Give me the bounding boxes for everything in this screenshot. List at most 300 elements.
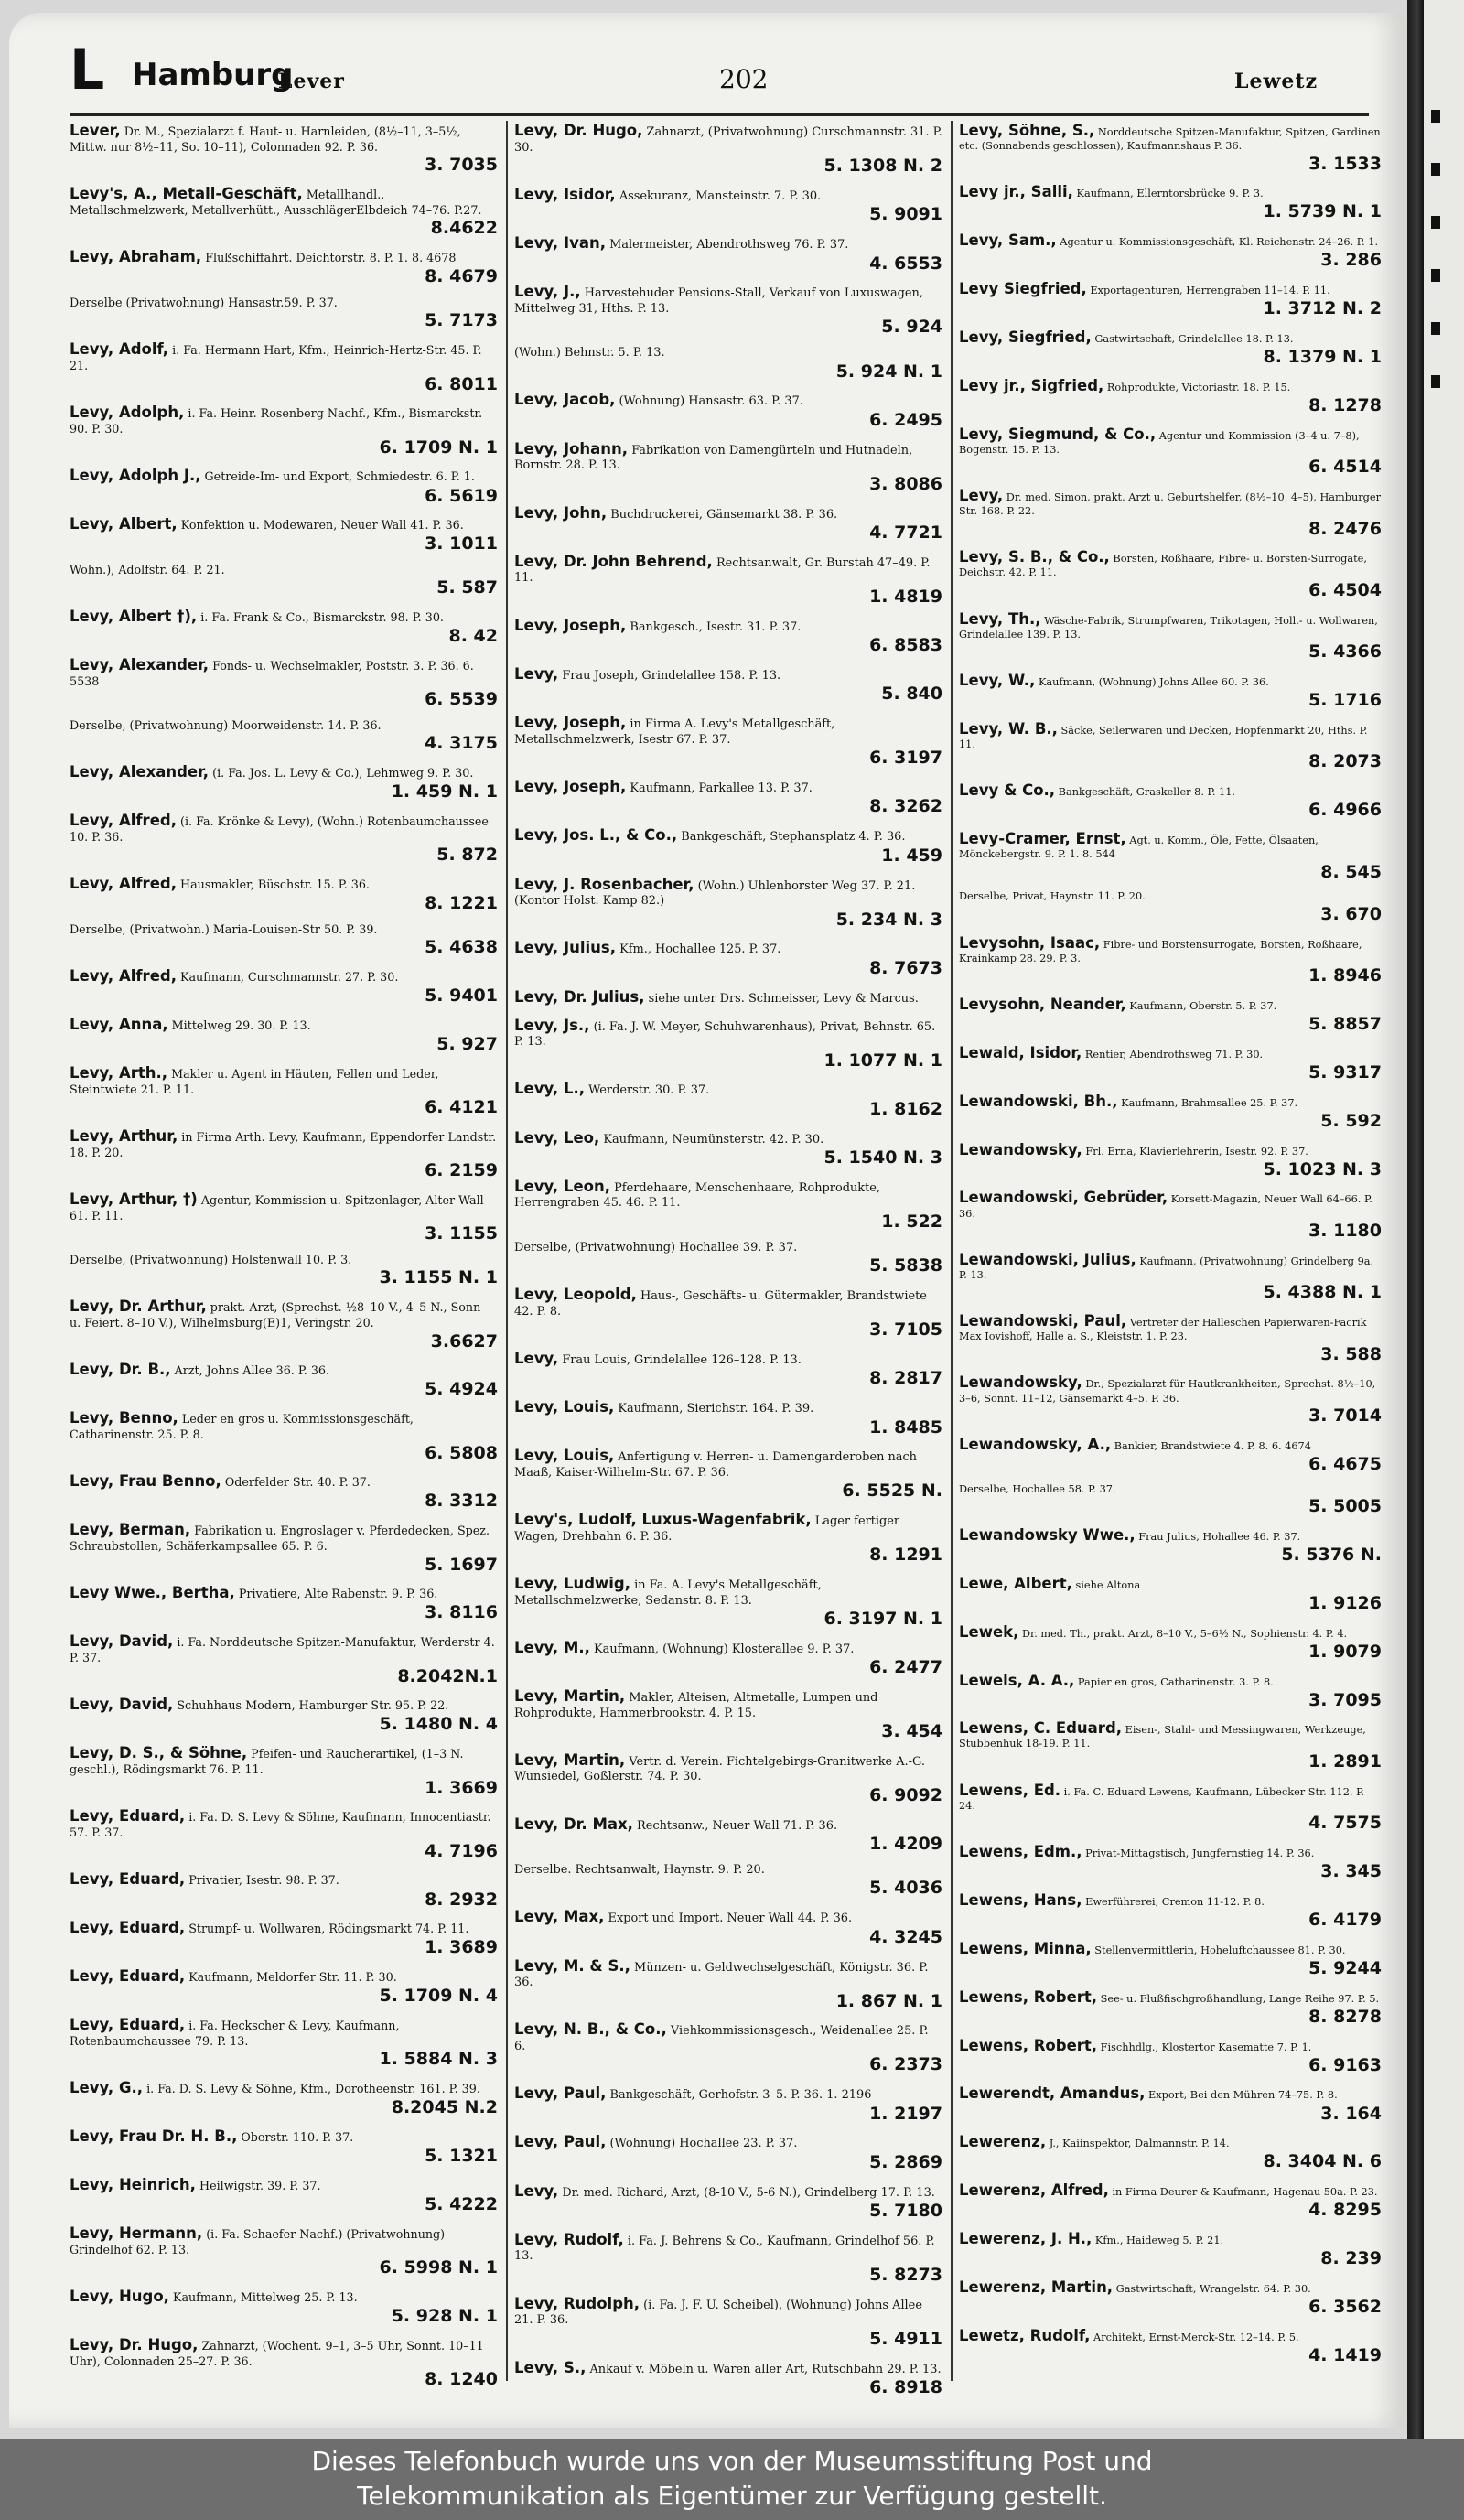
listing-entry [514, 1907, 942, 1947]
listing-entry [514, 1574, 942, 1629]
entry-name: Levy, Frau Dr. H. B., [70, 2127, 238, 2146]
entry-details: Rechtsanw., Neuer Wall 71. P. 36. [637, 1818, 838, 1833]
entry-name: Levy, M. & S., [514, 1956, 630, 1975]
entry-details: (Wohnung) Hansastr. 63. P. 37. [619, 394, 803, 409]
listing-entry [70, 1360, 498, 1399]
entry-details: Ewerführerei, Cremon 11-12. P. 8. [1085, 1895, 1265, 1908]
phone-number: 1. 5739 N. 1 [1263, 201, 1382, 222]
listing-entry [514, 825, 942, 866]
entry-name: Levy & Co., [959, 781, 1056, 800]
listing-entry [959, 829, 1382, 882]
listing-entry [70, 1015, 498, 1054]
listing-entry [514, 1079, 942, 1119]
entry-details: (i. Fa. Krönke & Levy), (Wohn.) Rotenbaumchaussee 10. P. 36. [70, 814, 489, 845]
entry-details: in Firma A. Levy's Metallgeschäft, Metallschmelzwerk, Isestr 67. P. 37. [514, 717, 835, 747]
entry-details: Bankgeschäft, Gerhofstr. 3–5. P. 36. 1. 2196 [609, 2088, 872, 2103]
entry-details: Privat-Mittagstisch, Jungfernstieg 14. P. 36. [1085, 1847, 1315, 1860]
entry-name: Levy's, A., Metall-Geschäft, [70, 185, 303, 203]
entry-name: Lewerenz, Alfred, [959, 2181, 1109, 2200]
phone-number: 6. 1709 N. 1 [379, 436, 498, 458]
listing-entry [959, 279, 1382, 318]
entry-details: Exportagenturen, Herrengraben 11–14. P. 11. [1090, 285, 1330, 297]
phone-number: 8. 2476 [1308, 518, 1382, 539]
entry-details: Agt. u. Komm., Öle, Fette, Ölsaaten, Mönckebergstr. 9. P. 1. 8. 544 [959, 835, 1319, 861]
entry-details: Vertr. d. Verein. Fichtelgebirgs-Granitwerke A.-G. Wunsiedel, Goßlerstr. 74. P. 30. [514, 1754, 925, 1784]
entry-name: Levy, Albert †), [70, 608, 198, 626]
phone-number: 5. 4222 [425, 2194, 498, 2215]
phone-number: 3. 7035 [425, 155, 498, 176]
listing-entry [70, 466, 498, 505]
entry-details: Derselbe, Hochallee 58. P. 37. [959, 1482, 1116, 1495]
entry-details: Kaufmann, Curschmannstr. 27. P. 30. [180, 970, 399, 985]
phone-number: 5. 5838 [869, 1255, 942, 1276]
entry-details: Kaufmann, (Privatwohnung) Grindelberg 9a. P. 13. [959, 1255, 1374, 1281]
entry-details: Fonds- u. Wechselmakler, Poststr. 3. P. 36. 6. 5538 [70, 659, 474, 689]
entry-name: Lewandowsky, A., [959, 1435, 1112, 1453]
entry-name: Levy, Martin, [514, 1750, 626, 1769]
entry-details: Kaufmann, Parkallee 13. P. 37. [630, 781, 813, 795]
listing-entry [959, 1250, 1382, 1303]
entry-details: Buchdruckerei, Gänsemarkt 38. P. 36. [610, 507, 838, 522]
entry-details: Derselbe. Rechtsanwalt, Haynstr. 9. P. 20. [514, 1862, 765, 1877]
entry-details: Frau Joseph, Grindelallee 158. P. 13. [562, 668, 781, 683]
phone-number: 1. 3669 [425, 1777, 498, 1798]
entry-details: Papier en gros, Catharinenstr. 3. P. 8. [1077, 1675, 1274, 1688]
entry-details: Harvestehuder Pensions-Stall, Verkauf von Luxuswagen, Mittelweg 31, Hths. P. 13. [514, 286, 923, 316]
listing-entry [70, 922, 498, 958]
listing-entry [514, 185, 942, 225]
phone-number: 8. 1240 [425, 2369, 498, 2390]
entry-details: Oderfelder Str. 40. P. 37. [224, 1475, 371, 1490]
entry-name: Levy, Abraham, [70, 248, 202, 266]
entry-details: Rohprodukte, Victoriastr. 18. P. 15. [1106, 381, 1291, 393]
entry-name: Lewerenz, J. H., [959, 2230, 1093, 2248]
listing-entry [70, 2127, 498, 2166]
phone-number: 5. 234 N. 3 [835, 909, 942, 930]
entry-name: Lewens, Robert, [959, 2036, 1098, 2054]
entry-details: Kaufmann, Ellerntorsbrücke 9. P. 3. [1076, 188, 1264, 200]
phone-number: 5. 9317 [1308, 1061, 1382, 1082]
listing-entry [70, 762, 498, 802]
phone-number: 5. 5005 [1308, 1496, 1382, 1517]
phone-number: 8. 2073 [1308, 751, 1382, 772]
listing-entry [70, 1806, 498, 1861]
phone-number: 3. 670 [1320, 903, 1382, 924]
phone-number: 5. 4366 [1308, 641, 1382, 662]
entry-name: Levy, Paul, [514, 2133, 607, 2151]
entry-name: Levy, Hermann, [70, 2224, 203, 2242]
entry-details: Bankier, Brandstwiete 4. P. 8. 6. 4674 [1114, 1439, 1311, 1452]
entry-name: Lewerenz, [959, 2133, 1047, 2151]
listing-column-2 [514, 121, 942, 2407]
entry-name: Levy, W., [959, 672, 1036, 690]
listing-entry [514, 616, 942, 656]
entry-name: Levy, [959, 487, 1004, 505]
phone-number: 5. 9401 [425, 985, 498, 1007]
entry-name: Levy, Frau Benno, [70, 1472, 221, 1491]
listing-entry [70, 403, 498, 458]
phone-number: 8.4622 [430, 218, 498, 239]
listing-entry [70, 1520, 498, 1575]
entry-name: Levy, Leopold, [514, 1286, 637, 1304]
phone-number: 5. 587 [436, 577, 498, 598]
listing-entry [70, 1126, 498, 1181]
entry-details: Bankgeschäft, Graskeller 8. P. 11. [1058, 786, 1236, 799]
phone-number: 6. 4514 [1308, 457, 1382, 478]
entry-name: Levy, David, [70, 1696, 174, 1714]
phone-number: 1. 5884 N. 3 [379, 2049, 498, 2070]
listing-entry [514, 2358, 942, 2398]
entry-details: siehe Altona [1075, 1578, 1141, 1591]
phone-number: 6. 8918 [869, 2377, 942, 2398]
entry-name: Levy, Paul, [514, 2084, 607, 2103]
phone-number: 4. 7721 [869, 522, 942, 544]
phone-number: 6. 4179 [1308, 1910, 1382, 1931]
entry-name: Lewens, C. Eduard, [959, 1719, 1123, 1738]
entry-details: Bankgeschäft, Stephansplatz 4. P. 36. [681, 830, 906, 845]
entry-name: Levy, Arthur, [70, 1126, 178, 1145]
phone-number: 3.6627 [430, 1330, 498, 1352]
listing-entry [514, 1397, 942, 1438]
entry-details: (Wohn.) Uhlenhorster Weg 37. P. 21. (Kontor Holst. Kamp 82.) [514, 878, 916, 909]
page-header [70, 37, 1332, 110]
listing-entry [959, 547, 1382, 600]
phone-number: 1. 2891 [1308, 1750, 1382, 1772]
entry-name: Levy, Jacob, [514, 391, 616, 409]
entry-details: Lager fertiger Wagen, Drehbahn 6. P. 36. [514, 1514, 900, 1544]
listing-entry [959, 1140, 1382, 1179]
listing-entry [70, 2175, 498, 2214]
entry-name: Lewe, Albert, [959, 1574, 1072, 1592]
listing-entry [70, 2224, 498, 2278]
listing-entry [514, 2230, 942, 2285]
listing-entry [514, 390, 942, 430]
listing-entry [514, 1750, 942, 1805]
phone-number: 1. 1077 N. 1 [824, 1050, 942, 1071]
listing-entry [959, 1890, 1382, 1930]
entry-name: Levy, Alexander, [70, 763, 210, 781]
phone-number: 6. 3562 [1308, 2297, 1382, 2318]
phone-number: 3. 8116 [425, 1602, 498, 1623]
notice-line-2: Telekommunikation als Eigentümer zur Verfügung gestellt. [357, 2480, 1107, 2511]
entry-name: Levy, Adolf, [70, 340, 169, 359]
entry-name: Levy, Dr. Arthur, [70, 1298, 207, 1316]
phone-number: 1. 3689 [425, 1937, 498, 1958]
entry-details: Korsett-Magazin, Neuer Wall 64–66. P. 36. [959, 1193, 1372, 1220]
listing-column-3 [959, 121, 1382, 2375]
listing-entry [959, 1622, 1382, 1662]
listing-entry [514, 233, 942, 274]
phone-number: 6. 2373 [869, 2054, 942, 2075]
entry-name: Levy, Heinrich, [70, 2175, 196, 2193]
entry-details: (Wohnung) Hochallee 23. P. 37. [609, 2137, 798, 2151]
entry-details: Derselbe, (Privatwohnung) Holstenwall 10. P. 3. [70, 1253, 352, 1267]
phone-number: 8. 2817 [869, 1368, 942, 1389]
entry-name: Lewens, Hans, [959, 1890, 1082, 1909]
entry-details: Architekt, Ernst-Merck-Str. 12–14. P. 5. [1093, 2331, 1299, 2343]
phone-number: 5. 1716 [1308, 690, 1382, 711]
phone-number: 5. 1321 [425, 2146, 498, 2167]
entry-name: Levy, Joseph, [514, 714, 627, 732]
phone-number: 3. 454 [881, 1721, 942, 1742]
phone-number: 6. 5619 [425, 485, 498, 506]
listing-entry [959, 1987, 1382, 2027]
entry-details: Agentur, Kommission u. Spitzenlager, Alter Wall 61. P. 11. [70, 1193, 484, 1223]
entry-details: Vertreter der Halleschen Papierwaren-Facrik Max Iovishoff, Halle a. S., Kleiststr. 1. P. 23. [959, 1317, 1367, 1343]
phone-number: 6. 3197 N. 1 [824, 1609, 942, 1630]
listing-entry [959, 719, 1382, 772]
entry-name: Levy, Joseph, [514, 777, 627, 795]
phone-number: 5. 872 [436, 845, 498, 866]
phone-number: 5. 840 [881, 684, 942, 705]
listing-entry [514, 1285, 942, 1340]
entry-details: Werderstr. 30. P. 37. [588, 1083, 710, 1098]
entry-name: Lewandowsky, [959, 1140, 1082, 1158]
listing-entry [70, 1743, 498, 1798]
entry-details: Fibre- und Borstensurrogate, Borsten, Roßhaare, Krainkamp 28. 29. P. 3. [959, 938, 1362, 964]
entry-name: Lewald, Isidor, [959, 1043, 1082, 1061]
entry-details: Haus-, Geschäfts- u. Gütermakler, Brandstwiete 42. P. 8. [514, 1289, 927, 1319]
phone-number: 6. 8011 [425, 373, 498, 394]
phone-number: 6. 2159 [425, 1160, 498, 1181]
entry-name: Lewandowski, Julius, [959, 1250, 1136, 1268]
phone-number: 1. 8485 [869, 1416, 942, 1438]
entry-name: Levy, Arth., [70, 1063, 168, 1082]
entry-details: i. Fa. Frank & Co., Bismarckstr. 98. P. 30. [200, 610, 444, 625]
entry-name: Levy, Albert, [70, 515, 178, 533]
entry-details: Schuhhaus Modern, Hamburger Str. 95. P. 22. [177, 1698, 449, 1713]
entry-details: Dr. med. Th., prakt. Arzt, 8–10 V., 5–6½ N., Sophienstr. 4. P. 4. [1021, 1627, 1348, 1640]
entry-name: Levy, Dr. Julius, [514, 987, 645, 1006]
entry-name: Levy, Jos. L., & Co., [514, 826, 678, 845]
listing-entry [70, 1297, 498, 1352]
entry-name: Levy, [514, 1349, 559, 1367]
entry-name: Lewandowsky Wwe., [959, 1525, 1136, 1544]
listing-entry [959, 1373, 1382, 1426]
entry-name: Levy, Dr. Hugo, [514, 122, 643, 139]
phone-number: 8. 1278 [1308, 394, 1382, 415]
listing-entry [70, 718, 498, 754]
phone-number: 3. 164 [1320, 2103, 1382, 2124]
listing-column-1 [70, 121, 498, 2398]
entry-name: Levy, Dr. Hugo, [70, 2335, 199, 2353]
entry-details: Kaufmann, Oberstr. 5. P. 37. [1129, 999, 1277, 1012]
phone-number: 5. 1697 [425, 1554, 498, 1575]
entry-details: Viehkommissionsgesch., Weidenallee 25. P. 6. [514, 2024, 929, 2053]
entry-name: Levy, D. S., & Söhne, [70, 1744, 248, 1762]
phone-number: 1. 8162 [869, 1098, 942, 1119]
entry-details: Frau Julius, Hohallee 46. P. 37. [1138, 1530, 1301, 1543]
entry-details: Anfertigung v. Herren- u. Damengarderoben nach Maaß, Kaiser-Wilhelm-Str. 67. P. 36. [514, 1450, 917, 1480]
entry-details: Kaufmann, (Wohnung) Klosterallee 9. P. 37. [594, 1642, 855, 1656]
entry-name: Levy, J. Rosenbacher, [514, 875, 694, 893]
phone-number: 5. 8857 [1308, 1014, 1382, 1035]
entry-name: Levy, Joseph, [514, 616, 627, 634]
phone-number: 8.2045 N.2 [391, 2097, 498, 2118]
entry-details: Privatier, Isestr. 98. P. 37. [188, 1873, 339, 1888]
phone-number: 6. 2477 [869, 1657, 942, 1678]
phone-number: 6. 2495 [869, 409, 942, 430]
listing-entry [959, 1781, 1382, 1834]
listing-entry [959, 933, 1382, 986]
phone-number: 8. 8278 [1308, 2006, 1382, 2027]
entry-name: Levy, Julius, [514, 939, 616, 957]
entry-name: Levy, Isidor, [514, 185, 616, 203]
entry-name: Levy, Johann, [514, 439, 629, 458]
phone-number: 3. 286 [1320, 250, 1382, 271]
entry-details: siehe unter Drs. Schmeisser, Levy & Marcus. [648, 991, 919, 1006]
entry-details: Derselbe (Privatwohnung) Hansastr.59. P. 37. [70, 296, 338, 310]
listing-entry [70, 247, 498, 286]
entry-details: in Firma Deurer & Kaufmann, Hagenau 50a. P. 23. [1112, 2186, 1378, 2199]
entry-name: Levy, Siegmund, & Co., [959, 425, 1157, 443]
phone-number: 5. 4911 [869, 2328, 942, 2349]
entry-details: Säcke, Seilerwaren und Decken, Hopfenmarkt 20, Hths. P. 11. [959, 724, 1368, 750]
entry-details: Export, Bei den Mühren 74–75. P. 8. [1148, 2089, 1338, 2102]
entry-details: Kaufmann, Meldorfer Str. 11. P. 30. [188, 1970, 397, 1985]
listing-entry [514, 1956, 942, 2011]
entry-name: Levy, Th., [959, 609, 1041, 628]
phone-number: 8.2042N.1 [397, 1665, 498, 1686]
phone-number: 8. 7673 [869, 957, 942, 978]
entry-details: Privatiere, Alte Rabenstr. 9. P. 36. [238, 1587, 438, 1601]
entry-details: Getreide-Im- und Export, Schmiedestr. 6. P. 1. [204, 469, 475, 484]
phone-number: 8. 1379 N. 1 [1263, 347, 1382, 368]
listing-entry [959, 2084, 1382, 2123]
entry-details: Agentur und Kommission (3–4 u. 7–8), Bogenstr. 15. P. 13. [959, 429, 1360, 456]
listing-entry [70, 607, 498, 646]
phone-number: 3. 588 [1320, 1343, 1382, 1364]
entry-details: Fabrikation u. Engroslager v. Pferdedecken, Spez. Schraubstollen, Schäferkampsallee 65. P. 6. [70, 1524, 490, 1554]
listing-entry [959, 1574, 1382, 1613]
listing-entry [70, 811, 498, 866]
listing-entry [70, 339, 498, 394]
listing-entry [70, 2287, 498, 2326]
entry-name: Levy, S. B., & Co., [959, 548, 1110, 566]
entry-name: Lewandowski, Gebrüder, [959, 1189, 1168, 1207]
entry-details: Kaufmann, (Wohnung) Johns Allee 60. P. 36. [1038, 676, 1269, 689]
listing-entry [70, 1918, 498, 1957]
entry-details: in Fa. A. Levy's Metallgeschäft, Metallschmelzwerke, Sedanstr. 8. P. 13. [514, 1578, 822, 1608]
entry-name: Levy, Adolph, [70, 404, 185, 422]
listing-entry [959, 231, 1382, 270]
entry-details: i. Fa. Heinr. Rosenberg Nachf., Kfm., Bismarckstr. 90. P. 30. [70, 406, 483, 436]
entry-details: Bankgesch., Isestr. 31. P. 37. [630, 619, 802, 634]
entry-details: Fabrikation von Damengürteln und Hutnadeln, Bornstr. 28. P. 13. [514, 443, 913, 473]
listing-entry [514, 2181, 942, 2222]
entry-name: Levy, Leo, [514, 1128, 600, 1147]
entry-details: Frl. Erna, Klavierlehrerin, Isestr. 92. P. 37. [1085, 1145, 1308, 1158]
entry-name: Levy, N. B., & Co., [514, 2020, 667, 2039]
listing-entry [514, 1016, 942, 1071]
phone-number: 4. 1419 [1308, 2344, 1382, 2365]
entry-details: Zahnarzt, (Privatwohnung) Curschmannstr. 31. P. 30. [514, 125, 942, 155]
entry-details: Kaufmann, Mittelweg 25. P. 13. [172, 2289, 358, 2304]
entry-name: Levy, Eduard, [70, 1807, 186, 1825]
listing-entry [70, 966, 498, 1006]
entry-name: Lewandowsky, [959, 1373, 1082, 1392]
ownership-notice [0, 2439, 1464, 2520]
entry-details: Agentur u. Kommissionsgeschäft, Kl. Reichenstr. 24–26. P. 1. [1060, 236, 1379, 249]
listing-entry [514, 1241, 942, 1276]
phone-number: 1. 2197 [869, 2103, 942, 2124]
phone-number: 6. 5539 [425, 689, 498, 710]
phone-number: 6. 9092 [869, 1784, 942, 1805]
entry-details: Kaufmann, Sierichstr. 164. P. 39. [618, 1402, 814, 1416]
entry-name: Levy, M., [514, 1638, 590, 1656]
listing-entry [959, 671, 1382, 710]
entry-details: (Wohn.) Behnstr. 5. P. 13. [514, 346, 665, 361]
entry-name: Levy, Rudolf, [514, 2230, 624, 2248]
entry-details: Kaufmann, Neumünsterstr. 42. P. 30. [603, 1132, 824, 1147]
listing-entry [70, 2078, 498, 2117]
phone-number: 5. 4638 [425, 937, 498, 958]
listing-entry [959, 2181, 1382, 2220]
listing-entry [70, 296, 498, 331]
phone-number: 3. 1155 N. 1 [379, 1267, 498, 1288]
listing-entry [70, 1695, 498, 1734]
listing-entry [959, 2278, 1382, 2317]
listing-entry [70, 563, 498, 598]
phone-number: 8. 3312 [425, 1491, 498, 1512]
listing-entry [514, 2132, 942, 2172]
entry-details: (i. Fa. J. W. Meyer, Schuhwarenhaus), Privat, Behnstr. 65. P. 13. [514, 1019, 936, 1050]
listing-entry [514, 346, 942, 382]
entry-details: i. Fa. Heckscher & Levy, Kaufmann, Rotenbaumchaussee 79. P. 13. [70, 2019, 400, 2049]
listing-entry [959, 1435, 1382, 1474]
entry-name: Lewens, Ed. [959, 1781, 1061, 1799]
phone-number: 4. 8295 [1308, 2200, 1382, 2221]
entry-details: Pferdehaare, Menschenhaare, Rohprodukte, Herrengraben 45. 46. P. 11. [514, 1180, 880, 1211]
listing-entry [514, 2294, 942, 2349]
phone-number: 1. 4819 [869, 586, 942, 607]
entry-name: Lewels, A. A., [959, 1671, 1075, 1689]
listing-entry [959, 425, 1382, 478]
entry-name: Levy's, Ludolf, Luxus-Wagenfabrik, [514, 1511, 812, 1529]
entry-name: Levy-Cramer, Ernst, [959, 830, 1126, 848]
listing-entry [514, 282, 942, 337]
phone-number: 8. 2932 [425, 1889, 498, 1910]
entry-details: Dr. M., Spezialarzt f. Haut- u. Harnleiden, (8½–11, 3–5½, Mittw. nur 8½–11, So. 10–11), Colonnaden 92. P. 36. [70, 124, 461, 155]
listing-entry [70, 1408, 498, 1463]
entry-details: J., Kaiinspektor, Dalmannstr. P. 14. [1049, 2138, 1230, 2150]
phone-number: 6. 4966 [1308, 800, 1382, 821]
header-rule [70, 113, 1369, 116]
entry-details: i. Fa. J. Behrens & Co., Kaufmann, Grindelhof 56. P. 13. [514, 2234, 935, 2264]
phone-number: 6. 4121 [425, 1097, 498, 1118]
entry-details: Wohn.), Adolfstr. 64. P. 21. [70, 563, 225, 577]
listing-entry [70, 1063, 498, 1118]
entry-name: Levy, Söhne, S., [959, 122, 1095, 139]
listing-entry [514, 1446, 942, 1501]
adjacent-page-edge [1424, 0, 1464, 2439]
entry-name: Levy, L., [514, 1080, 585, 1098]
phone-number: 6. 4504 [1308, 579, 1382, 600]
phone-number: 5. 924 N. 1 [835, 361, 942, 382]
phone-number: 5. 8273 [869, 2264, 942, 2285]
listing-entry [514, 552, 942, 607]
entry-name: Levy, S., [514, 2358, 587, 2376]
listing-entry [959, 995, 1382, 1034]
phone-number: 5. 7180 [869, 2201, 942, 2222]
entry-details: Derselbe, (Privatwohn.) Maria-Louisen-Str 50. P. 39. [70, 922, 378, 937]
listing-entry [70, 1583, 498, 1622]
entry-details: Dr., Spezialarzt für Hautkrankheiten, Sprechst. 8½–10, 3–6, Sonnt. 11–12, Gänsemarkt 4–5. P. 36. [959, 1378, 1376, 1405]
entry-name: Levy jr., Sigfried, [959, 376, 1104, 394]
column-divider [506, 121, 508, 2381]
phone-number: 8. 3262 [869, 796, 942, 817]
entry-name: Levy, G., [70, 2079, 144, 2097]
